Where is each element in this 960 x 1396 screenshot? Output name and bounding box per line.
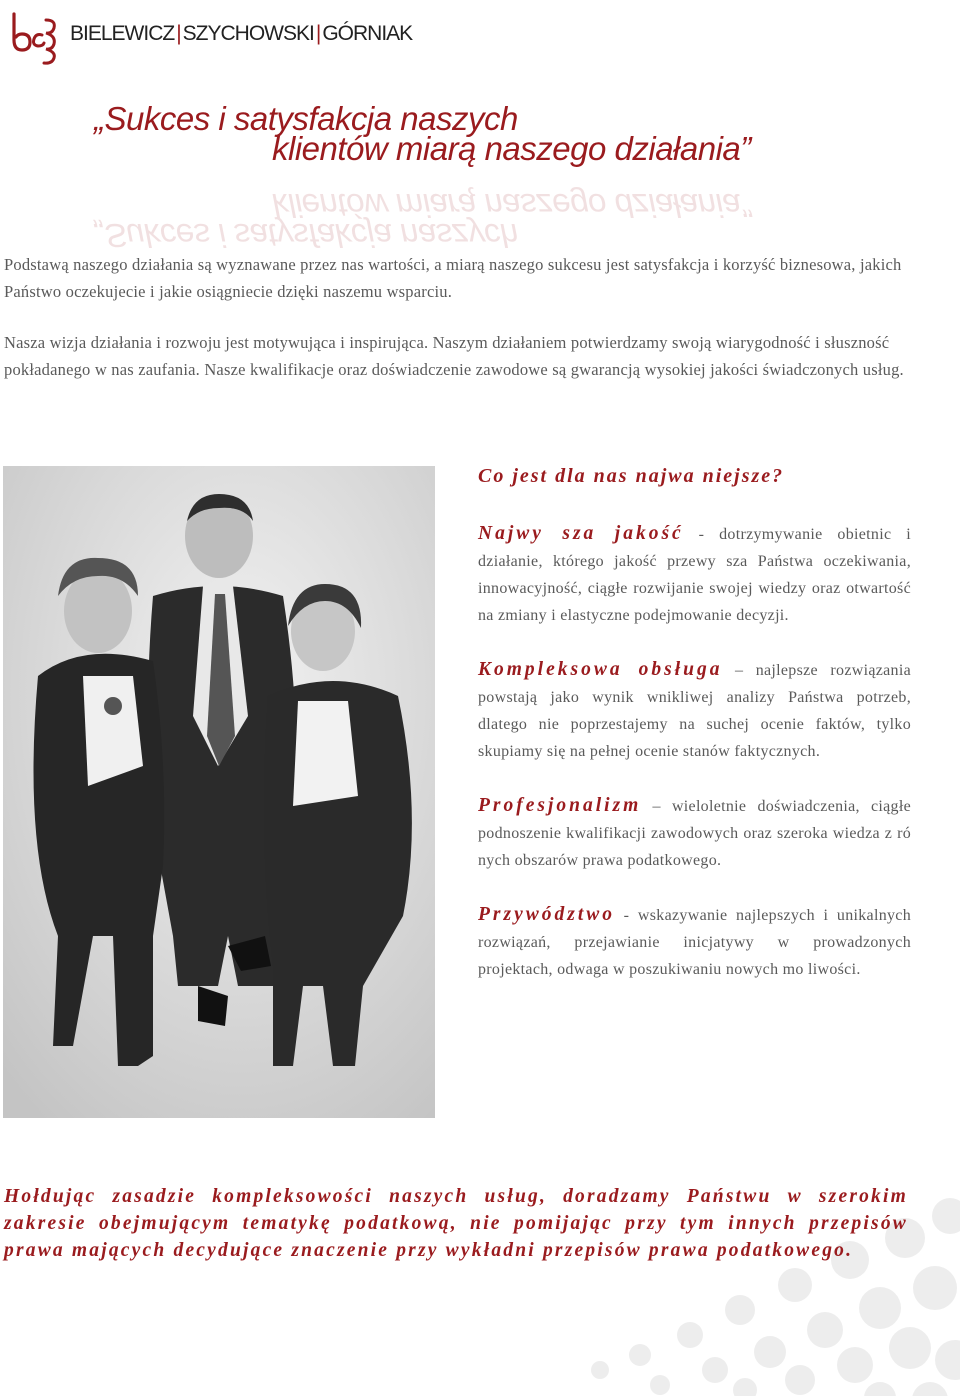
slogan-line-1: „Sukces i satysfakcja naszych — [94, 100, 518, 137]
value-term: Przywództwo — [478, 904, 616, 925]
slogan-reflection-line-2: klientów miarą naszego działania” — [272, 187, 751, 224]
value-term: Profesjonalizm — [478, 795, 642, 816]
firm-separator: | — [315, 22, 321, 45]
value-description: – wieloletnie doświadczenia, ciągłe podnoszenie kwalifikacji zawodowych oraz szeroka wiedza z ró nych obszarów prawa podatkowego. — [478, 798, 911, 869]
team-photo — [3, 466, 435, 1118]
value-description: - dotrzymywanie obietnic i działanie, którego jakość przewy sza Państwa oczekiwania, innowacyjność, ciągłe rozwijanie swojej wiedzy oraz otwartość na zmiany i elastyczne podejmowanie decyzji. — [478, 526, 911, 624]
value-item — [478, 792, 911, 874]
firm-name-part-2: SZYCHOWSKI — [182, 22, 314, 45]
value-item — [478, 520, 911, 629]
value-description: - wskazywanie najlepszych i unikalnych rozwiązań, przejawianie inicjatywy w prowadzonych projektach, odwaga w poszukiwaniu nowych mo liwości. — [478, 907, 911, 978]
firm-separator: | — [176, 22, 181, 45]
value-description: – najlepsze rozwiązania powstają jako wynik wnikliwej analizy Państwa potrzeb, dlatego nie poprzestajemy na suchej ocenie faktów, tylko skupiamy się na pełnej ocenie stanów faktycznych. — [478, 662, 911, 760]
values-section — [478, 462, 911, 1010]
slogan-reflection-line-1: „Sukces i satysfakcja naszych — [94, 217, 518, 254]
firm-name — [70, 22, 412, 46]
value-term: Najwy sza jakość — [478, 523, 684, 544]
value-item — [478, 901, 911, 983]
slogan-line-2: klientów miarą naszego działania” — [272, 130, 751, 167]
intro-paragraph-1: Podstawą naszego działania są wyznawane przez nas wartości, a miarą naszego sukcesu jest satysfakcja i korzyść biznesowa, jakich Państwo oczekujecie i jakie osiągniecie dzięki naszemu wsparciu. — [4, 255, 902, 301]
firm-logo — [8, 10, 60, 66]
slogan — [0, 100, 960, 254]
closing-statement: Hołdując zasadzie kompleksowości naszych usług, doradzamy Państwu w szerokim zakresie obejmującym tematykę podatkową, nie pomijając przy tym innych przepisów prawa mających decydujące znaczenie przy wykładni przepisów prawa podatkowego. — [4, 1186, 908, 1261]
firm-name-part-1: BIELEWICZ — [70, 22, 175, 45]
intro-paragraph-2: Nasza wizja działania i rozwoju jest motywująca i inspirująca. Naszym działaniem potwierdzamy swoją wiarygodność i słuszność pokładanego w nas zaufania. Nasze kwalifikacje oraz doświadczenie zawodowe są gwarancją wysokiej jakości świadczonych usług. — [4, 333, 904, 379]
slogan-reflection — [0, 184, 960, 254]
value-item — [478, 656, 911, 765]
values-question: Co jest dla nas najwa niejsze? — [478, 465, 785, 487]
value-term: Kompleksowa obsługa — [478, 659, 723, 680]
intro — [4, 251, 912, 407]
firm-name-part-3: GÓRNIAK — [322, 22, 413, 45]
